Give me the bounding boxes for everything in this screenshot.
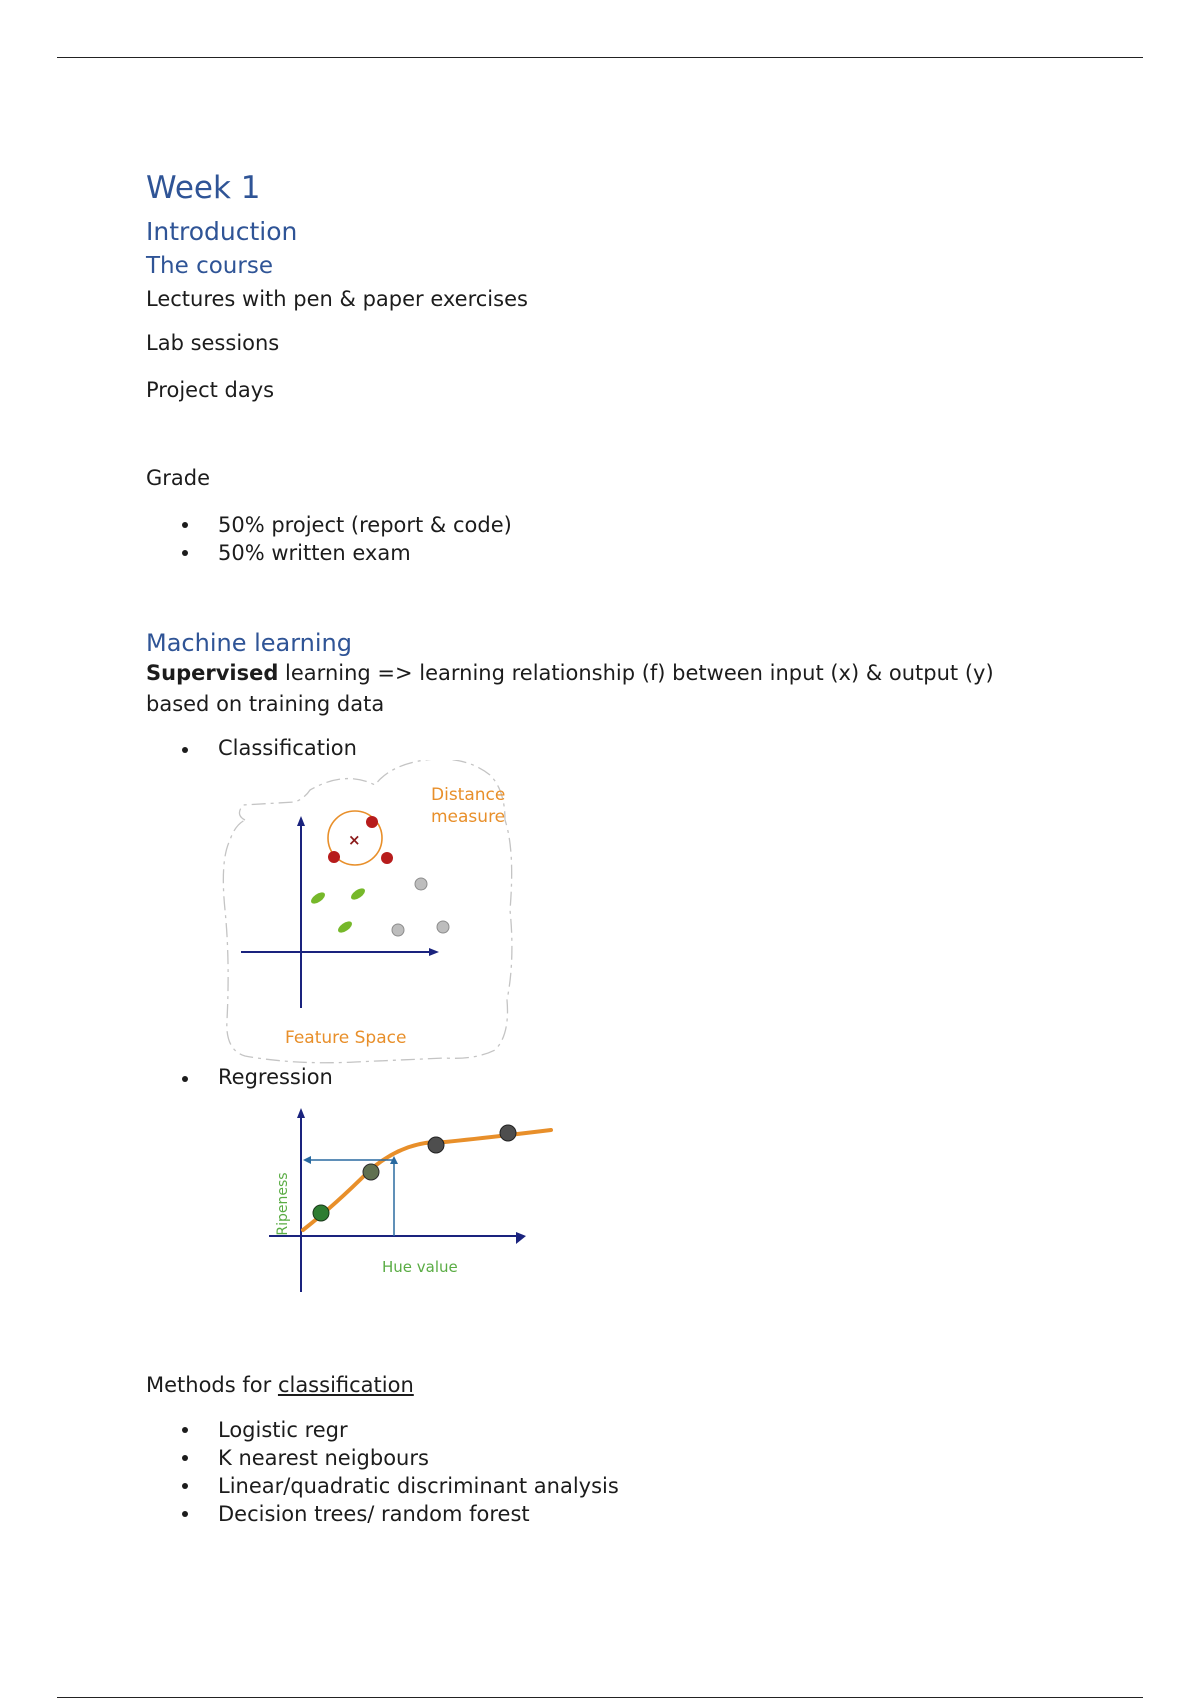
feature-space-boundary bbox=[223, 760, 512, 1063]
supervised-line bbox=[146, 661, 994, 685]
x-axis-label: Hue value bbox=[382, 1258, 458, 1276]
list-item: Classification bbox=[146, 736, 357, 760]
x-axis-arrow bbox=[429, 948, 439, 956]
green-leaf-point bbox=[336, 919, 354, 935]
methods-prefix: Methods for bbox=[146, 1373, 278, 1397]
list-item: Linear/quadratic discriminant analysis bbox=[146, 1472, 619, 1500]
bottom-rule bbox=[57, 1697, 1143, 1698]
green-leaf-point bbox=[349, 886, 367, 902]
grade-label: Grade bbox=[146, 466, 211, 490]
top-rule bbox=[57, 57, 1143, 58]
course-heading: The course bbox=[146, 253, 273, 279]
y-axis-arrow bbox=[297, 1108, 305, 1118]
red-fruit-point bbox=[328, 851, 340, 863]
list-item: Decision trees/ random forest bbox=[146, 1500, 619, 1528]
red-fruit-point bbox=[366, 816, 378, 828]
supervised-rest: learning => learning relationship (f) between input (x) & output (y) bbox=[278, 661, 994, 685]
intro-heading: Introduction bbox=[146, 217, 298, 246]
supervised-bold: Supervised bbox=[146, 661, 279, 685]
methods-heading-line bbox=[146, 1373, 414, 1397]
list-item: K nearest neigbours bbox=[146, 1444, 619, 1472]
grey-stone-point bbox=[415, 878, 427, 890]
green-leaf-point bbox=[309, 890, 327, 906]
list-item: 50% written exam bbox=[146, 539, 512, 567]
grey-stone-point bbox=[392, 924, 404, 936]
ml-heading: Machine learning bbox=[146, 629, 353, 657]
red-fruit-point bbox=[381, 852, 393, 864]
supervised-line-2: based on training data bbox=[146, 692, 385, 716]
regression-figure bbox=[245, 1100, 565, 1300]
query-point-mark: × bbox=[348, 831, 361, 849]
feature-space-label: Feature Space bbox=[285, 1028, 407, 1048]
distance-label-2: measure bbox=[431, 807, 506, 827]
data-point bbox=[500, 1125, 516, 1141]
data-point bbox=[428, 1137, 444, 1153]
regression-bullet bbox=[146, 1065, 333, 1089]
y-axis-label: Ripeness bbox=[275, 1172, 291, 1236]
classification-figure bbox=[215, 760, 565, 1070]
regression-curve bbox=[303, 1130, 551, 1230]
methods-list bbox=[146, 1416, 619, 1528]
data-point bbox=[363, 1164, 379, 1180]
y-axis-arrow bbox=[297, 816, 305, 826]
list-item: Logistic regr bbox=[146, 1416, 619, 1444]
list-item: 50% project (report & code) bbox=[146, 511, 512, 539]
course-line-labs: Lab sessions bbox=[146, 331, 280, 355]
course-line-lectures: Lectures with pen & paper exercises bbox=[146, 287, 528, 311]
list-item: Regression bbox=[146, 1065, 333, 1089]
data-point bbox=[313, 1205, 329, 1221]
grey-stone-point bbox=[437, 921, 449, 933]
classification-bullet bbox=[146, 736, 357, 760]
methods-underlined: classification bbox=[277, 1373, 414, 1397]
x-axis-arrow bbox=[516, 1232, 526, 1244]
week-title: Week 1 bbox=[146, 170, 261, 206]
distance-label-1: Distance bbox=[431, 785, 506, 805]
course-line-project: Project days bbox=[146, 378, 275, 402]
lookup-horizontal-arrow bbox=[303, 1156, 311, 1164]
grade-list bbox=[146, 511, 512, 567]
